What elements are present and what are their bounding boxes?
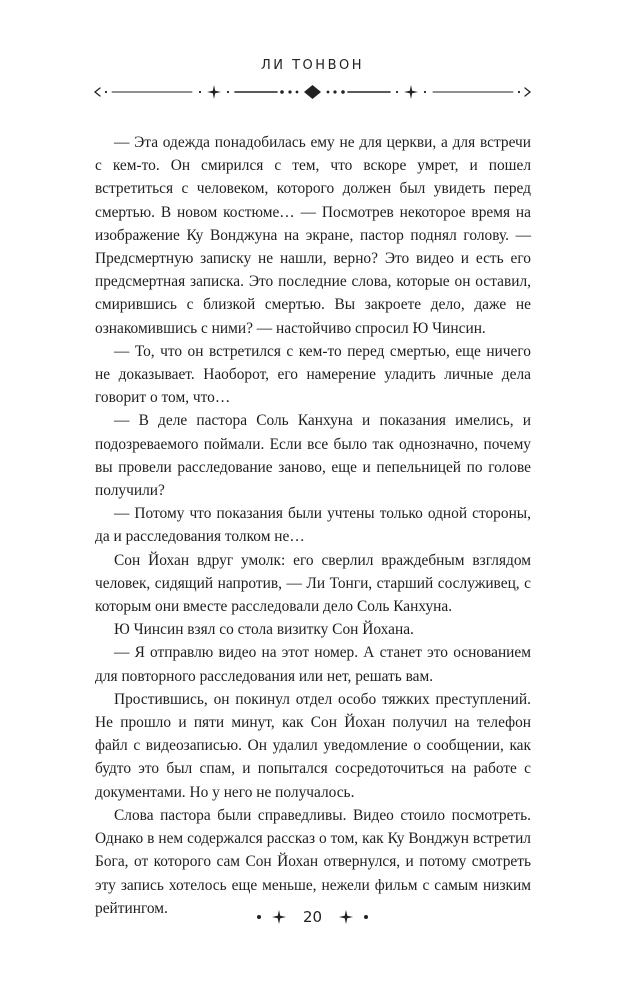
page-footer bbox=[0, 908, 625, 926]
page-number: 20 bbox=[302, 908, 323, 926]
star-ornament-icon bbox=[330, 909, 370, 925]
paragraph: — Эта одежда понадобилась ему не для церкви, а для встречи с кем-то. Он смирился с тем, что вскоре умрет, и пошел встретиться с человеком, которого должен был увидеть перед смертью. В новом костюме… — Посмотрев некоторое время на изображение Ку Вонджуна на экране, пастор поднял голову. — Предсмертную записку не нашли, верно? Это видео и есть его предсмертная записка. Это последние слова, которые он оставил, смирившись с близкой смертью. Вы закроете дело, даже не ознакомившись с ними? — настойчиво спросил Ю Чинсин. bbox=[95, 134, 531, 337]
paragraph: Простившись, он покинул отдел особо тяжких преступлений. Не прошло и пяти минут, как Сон Йохан получил на телефон файл с видеозаписью. Он удалил уведомление о сообщении, как будто это был спам, и попытался сосредоточиться на работе с документами. Но у него не получалось. bbox=[95, 690, 531, 801]
paragraph: Сон Йохан вдруг умолк: его сверлил враждебным взглядом человек, сидящий напротив, — Ли Тонги, старший сослуживец, с которым они вместе расследовали дело Соль Канхуна. bbox=[95, 551, 531, 616]
paragraph: — То, что он встретился с кем-то перед смертью, еще ничего не доказывает. Наоборот, его намерение уладить личные дела говорит о том, что… bbox=[95, 342, 531, 407]
star-ornament-icon bbox=[255, 909, 295, 925]
page-header bbox=[0, 58, 625, 73]
running-head: ЛИ ТОНВОН bbox=[260, 58, 364, 73]
paragraph: — Я отправлю видео на этот номер. А станет это основанием для повторного расследования или нет, решать вам. bbox=[95, 644, 531, 685]
decorative-divider-icon bbox=[92, 80, 533, 104]
body-text bbox=[95, 131, 531, 920]
paragraph: — Потому что показания были учтены только одной стороны, да и расследования толком не… bbox=[95, 505, 531, 546]
paragraph: — В деле пастора Соль Канхуна и показания имелись, и подозреваемого поймали. Если все было так однозначно, почему вы провели расследование заново, еще и пепельницей по голове получили? bbox=[95, 412, 531, 500]
paragraph: Слова пастора были справедливы. Видео стоило посмотреть. Однако в нем содержался рассказ о том, как Ку Вонджун встретил Бога, от которого сам Сон Йохан отвернулся, и потому смотреть эту запись хотелось еще меньше, нежели фильм с самым низким рейтингом. bbox=[95, 806, 531, 917]
paragraph: Ю Чинсин взял со стола визитку Сон Йохана. bbox=[114, 621, 414, 639]
